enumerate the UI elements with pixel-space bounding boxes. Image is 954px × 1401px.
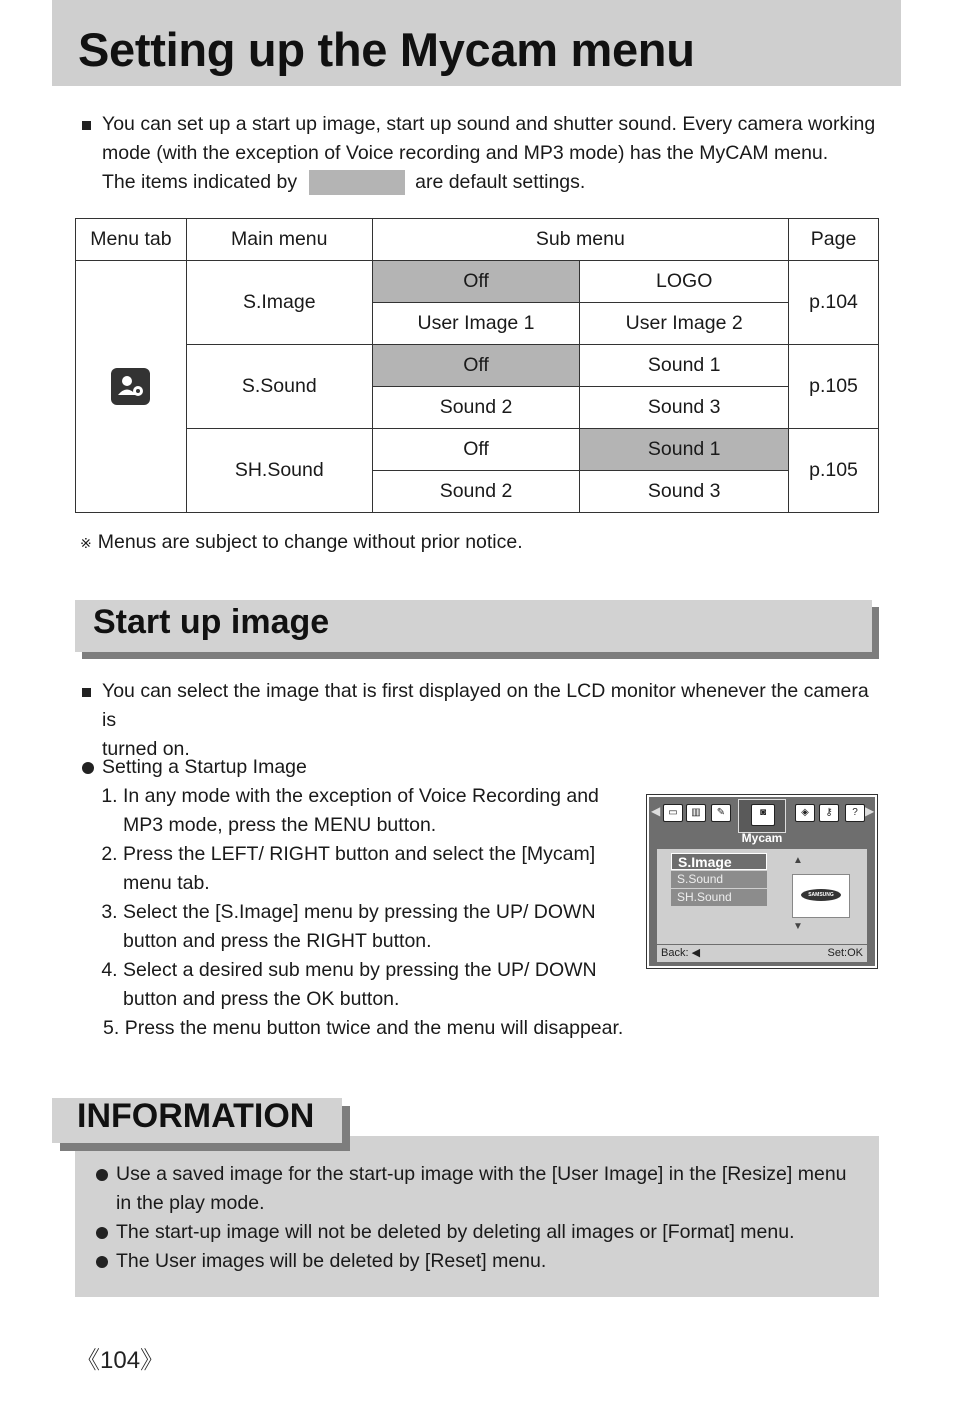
lcd-screen — [649, 797, 875, 966]
info-item: Use a saved image for the start-up image with the [User Image] in the [Resize] menu in the play mode. — [96, 1160, 856, 1218]
sub-menu-cell: User Image 1 — [372, 303, 580, 345]
sub-menu-cell: Sound 3 — [580, 387, 789, 429]
header-main-menu: Main menu — [186, 219, 372, 261]
lcd-menu-panel — [657, 849, 867, 944]
help-tab-icon: ? — [845, 804, 865, 822]
mycam-menu-table — [75, 218, 879, 513]
samsung-logo-preview — [792, 874, 850, 918]
default-prefix: The items indicated by — [102, 171, 298, 193]
up-arrow-icon: ▲ — [793, 855, 803, 866]
left-arrow-icon: ◀ — [651, 804, 661, 818]
desc-line-2: turned on. — [102, 738, 190, 760]
round-bullet-icon — [96, 1169, 108, 1181]
intro-line-2: mode (with the exception of Voice recording and MP3 mode) has the MyCAM menu. — [102, 142, 829, 164]
step-item: 1. In any mode with the exception of Voice Recording and MP3 mode, press the MENU button. — [123, 782, 623, 840]
square-bullet-icon — [82, 688, 91, 697]
main-menu-s-sound: S.Sound — [186, 345, 372, 429]
section-title: Start up image — [93, 603, 330, 641]
sub-menu-cell: LOGO — [580, 261, 789, 303]
step-5: 5. Press the menu button twice and the menu will disappear. — [103, 1017, 624, 1039]
info-item: The User images will be deleted by [Reset] menu. — [96, 1247, 856, 1276]
header-menu-tab: Menu tab — [76, 219, 187, 261]
section-description — [82, 677, 882, 764]
page-ref: p.105 — [789, 429, 879, 513]
right-arrow-icon: ▶ — [865, 804, 875, 818]
step-item: 2. Press the LEFT/ RIGHT button and select the [Mycam] menu tab. — [123, 840, 623, 898]
page-ref: p.104 — [789, 261, 879, 345]
main-menu-sh-sound: SH.Sound — [186, 429, 372, 513]
sound-tab-icon: ◈ — [795, 804, 815, 822]
mycam-icon — [111, 368, 150, 405]
sub-menu-cell: Off — [372, 345, 580, 387]
lcd-item-s-image: S.Image — [671, 853, 767, 870]
key-tab-icon: ⚷ — [819, 804, 839, 822]
desc-line-1: You can select the image that is first displayed on the LCD monitor whenever the camera is — [102, 680, 869, 731]
film-tab-icon: ▥ — [686, 804, 706, 822]
setup-tab-icon: ✎ — [711, 804, 731, 822]
lcd-item-sh-sound: SH.Sound — [671, 889, 767, 906]
default-swatch — [309, 170, 405, 195]
sub-menu-cell: User Image 2 — [580, 303, 789, 345]
table-note — [80, 528, 523, 558]
page-number: 《104》 — [76, 1347, 165, 1374]
page-ref: p.105 — [789, 345, 879, 429]
camera-lcd-screenshot — [646, 794, 878, 969]
round-bullet-icon — [96, 1256, 108, 1268]
steps-list — [103, 782, 623, 1014]
sub-menu-cell: Off — [372, 261, 580, 303]
round-bullet-icon — [96, 1227, 108, 1239]
header-sub-menu: Sub menu — [372, 219, 788, 261]
default-suffix: are default settings. — [415, 171, 586, 193]
sub-menu-cell: Sound 2 — [372, 471, 580, 513]
table-row — [76, 345, 879, 387]
intro-paragraph — [82, 110, 882, 197]
movie-tab-icon: ▭ — [663, 804, 683, 822]
samsung-logo: SAMSUNG — [801, 889, 841, 901]
table-header-row — [76, 219, 879, 261]
square-bullet-icon — [82, 121, 91, 130]
intro-default-line — [102, 168, 882, 197]
round-bullet-icon — [82, 762, 94, 774]
information-list — [96, 1160, 856, 1276]
step-item: Press the menu button twice and the menu will disappear. — [124, 1017, 624, 1039]
main-menu-s-image: S.Image — [186, 261, 372, 345]
sub-menu-cell: Sound 2 — [372, 387, 580, 429]
step-item: 3. Select the [S.Image] menu by pressing the UP/ DOWN button and press the RIGHT button. — [123, 898, 623, 956]
intro-line-1: You can set up a start up image, start up sound and shutter sound. Every camera working — [102, 113, 876, 135]
lcd-tab-label: Mycam — [741, 831, 783, 845]
step-item: 4. Select a desired sub menu by pressing the UP/ DOWN button and press the OK button. — [123, 956, 623, 1014]
sub-menu-cell: Sound 1 — [580, 345, 789, 387]
header-page: Page — [789, 219, 879, 261]
table-row — [76, 429, 879, 471]
back-label: Back: ◀ — [661, 947, 701, 959]
note-symbol: ※ — [80, 535, 92, 551]
sub-menu-cell: Sound 1 — [580, 429, 789, 471]
sub-menu-cell: Sound 3 — [580, 471, 789, 513]
sub-menu-cell: Off — [372, 429, 580, 471]
subhead-text: Setting a Startup Image — [102, 756, 307, 778]
table-row — [76, 261, 879, 303]
note-text: Menus are subject to change without prior notice. — [97, 531, 523, 553]
set-label: Set:OK — [827, 947, 863, 959]
down-arrow-icon: ▼ — [793, 921, 803, 932]
page-title: Setting up the Mycam menu — [78, 23, 695, 76]
information-title: INFORMATION — [77, 1097, 315, 1135]
info-item: The start-up image will not be deleted by deleting all images or [Format] menu. — [96, 1218, 856, 1247]
lcd-item-s-sound: S.Sound — [671, 871, 767, 888]
menu-tab-cell — [76, 261, 187, 513]
mycam-active-tab — [738, 799, 786, 833]
lcd-status-bar — [657, 945, 867, 962]
mycam-tab-icon: ◙ — [751, 804, 775, 826]
subhead — [82, 753, 307, 782]
